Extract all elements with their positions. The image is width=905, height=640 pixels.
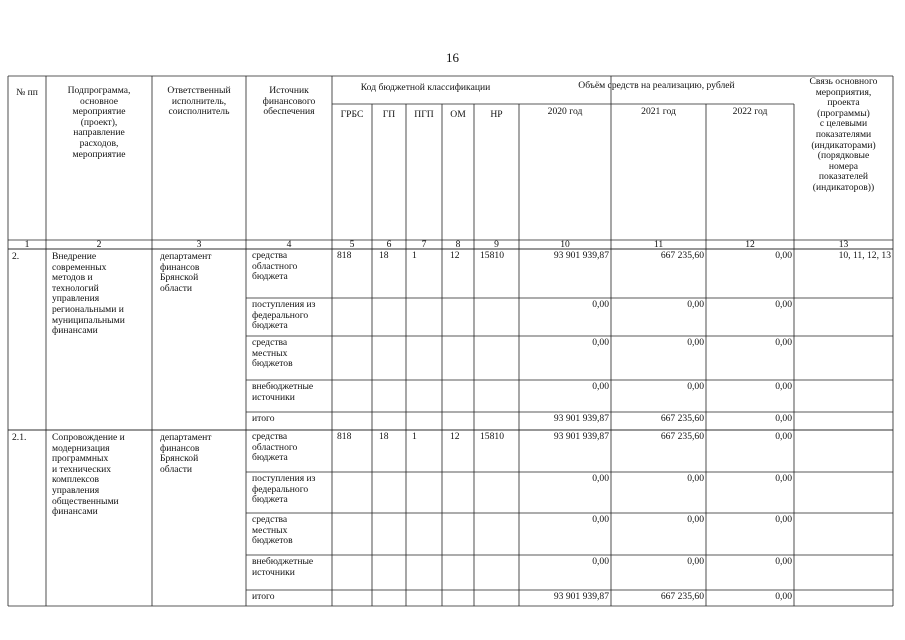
measure-name: комплексов <box>52 474 100 486</box>
amount-2020: 0,00 <box>592 337 609 348</box>
funding-source: местных <box>252 524 288 536</box>
header-budget-col: ГП <box>382 109 396 120</box>
measure-name: финансами <box>52 325 98 337</box>
amount-2021: 0,00 <box>687 299 704 310</box>
amount-2021: 667 235,60 <box>660 250 704 261</box>
responsible-executor: финансов <box>160 261 200 273</box>
measure-name: программных <box>52 453 109 465</box>
amount-2022: 0,00 <box>775 337 792 348</box>
amount-2020: 0,00 <box>592 299 609 310</box>
code-pgp: 1 <box>412 431 417 442</box>
header-responsible: исполнитель, <box>171 95 227 107</box>
header-subprogram: основное <box>79 95 119 107</box>
header-subprogram: мероприятие <box>72 148 126 160</box>
column-number: 9 <box>494 239 499 250</box>
row-number: 2.1. <box>12 432 27 443</box>
amount-2020: 93 901 939,87 <box>553 431 609 442</box>
funding-source: источники <box>252 391 295 403</box>
funding-source: областного <box>252 260 298 272</box>
column-number: 10 <box>560 239 570 250</box>
header-subprogram: Подпрограмма, <box>67 85 131 96</box>
amount-2022: 0,00 <box>775 514 792 525</box>
header-link: показателями <box>815 129 872 140</box>
measure-name: управления <box>52 485 100 496</box>
header-budget-col: ПГП <box>414 109 434 120</box>
header-responsible: соисполнитель <box>168 106 230 118</box>
measure-name: управления <box>52 293 100 305</box>
column-number: 7 <box>421 239 427 250</box>
amount-2021: 667 235,60 <box>660 413 704 424</box>
header-link: (программы) <box>817 107 870 119</box>
funding-source: бюджета <box>252 271 288 283</box>
measure-name: региональными и <box>52 304 124 315</box>
amount-2020: 0,00 <box>592 381 609 392</box>
amount-2022: 0,00 <box>775 556 792 567</box>
measure-name: общественными <box>52 495 119 507</box>
target-indicators: 10, 11, 12, 13 <box>838 250 891 261</box>
measure-name: Сопровождение и <box>52 432 125 443</box>
header-source: обеспечения <box>263 106 315 118</box>
measure-name: технологий <box>52 282 99 294</box>
header-link: мероприятия, <box>815 86 872 98</box>
funding-source: бюджета <box>252 452 288 464</box>
page-number: 16 <box>446 50 459 65</box>
code-nr: 15810 <box>480 250 504 261</box>
amount-2020: 0,00 <box>592 556 609 567</box>
column-number: 1 <box>24 239 30 250</box>
code-grbs: 818 <box>337 250 352 261</box>
funding-source: бюджетов <box>252 358 293 370</box>
code-grbs: 818 <box>337 431 352 442</box>
header-link: Связь основного <box>809 76 878 87</box>
code-pgp: 1 <box>412 250 417 261</box>
funding-source: источники <box>252 566 295 578</box>
header-source: Источник <box>269 85 309 96</box>
header-budget-col: ГРБС <box>340 109 364 120</box>
code-om: 12 <box>450 250 460 261</box>
amount-2021: 0,00 <box>687 473 704 484</box>
amount-2022: 0,00 <box>775 250 792 261</box>
column-number: 4 <box>286 239 292 250</box>
funding-source: местных <box>252 347 288 359</box>
code-nr: 15810 <box>480 431 504 442</box>
row-number: 2. <box>12 251 20 262</box>
funding-source: областного <box>252 441 298 453</box>
amount-2021: 667 235,60 <box>660 591 704 602</box>
column-number: 13 <box>838 239 849 250</box>
code-gp: 18 <box>379 431 389 442</box>
header-source: финансового <box>262 95 316 107</box>
funding-source: бюджетов <box>252 535 293 547</box>
measure-name: Внедрение <box>52 251 97 262</box>
column-number: 8 <box>455 239 461 250</box>
amount-2022: 0,00 <box>775 473 792 484</box>
column-number: 3 <box>196 239 202 250</box>
funding-source: итого <box>252 591 275 602</box>
header-link: номера <box>828 160 859 172</box>
responsible-executor: департамент <box>160 251 212 262</box>
amount-2021: 0,00 <box>687 556 704 567</box>
header-budget-code: Код бюджетной классификации <box>360 82 491 93</box>
amount-2020: 93 901 939,87 <box>553 413 609 424</box>
header-subprogram: расходов, <box>79 138 119 149</box>
funding-source: итого <box>252 413 275 424</box>
column-number: 6 <box>386 239 392 250</box>
responsible-executor: области <box>160 463 193 475</box>
responsible-executor: Брянской <box>160 272 199 284</box>
amount-2022: 0,00 <box>775 413 792 424</box>
amount-2022: 0,00 <box>775 299 792 310</box>
header-year: 2021 год <box>641 106 676 117</box>
header-budget-col: ОМ <box>450 109 466 120</box>
responsible-executor: области <box>160 282 193 294</box>
amount-2020: 93 901 939,87 <box>553 591 609 602</box>
header-number: № пп <box>16 87 38 98</box>
measure-name: финансами <box>52 506 98 518</box>
funding-source: средства <box>252 514 288 525</box>
header-link: (индикаторами) <box>811 139 876 151</box>
header-link: проекта <box>827 97 860 109</box>
funding-source: бюджета <box>252 320 288 332</box>
amount-2021: 0,00 <box>687 337 704 348</box>
header-link: показателей <box>818 171 869 183</box>
funding-source: поступления из <box>252 299 316 310</box>
amount-2021: 667 235,60 <box>660 431 704 442</box>
funding-source: средства <box>252 337 288 348</box>
responsible-executor: департамент <box>160 432 212 443</box>
header-year: 2022 год <box>732 106 768 117</box>
header-budget-col: НР <box>490 109 503 120</box>
column-number: 5 <box>349 239 355 250</box>
amount-2020: 0,00 <box>592 514 609 525</box>
code-gp: 18 <box>379 250 389 261</box>
funding-source: внебюджетные <box>252 381 314 392</box>
amount-2021: 0,00 <box>687 381 704 392</box>
amount-2022: 0,00 <box>775 381 792 392</box>
funding-source: средства <box>252 431 288 442</box>
header-link: (порядковые <box>817 150 870 162</box>
header-volume: Объём средств на реализацию, рублей <box>578 80 735 91</box>
responsible-executor: Брянской <box>160 453 199 465</box>
amount-2022: 0,00 <box>775 431 792 442</box>
amount-2022: 0,00 <box>775 591 792 602</box>
measure-name: методов и <box>52 272 93 284</box>
header-subprogram: мероприятие <box>72 106 126 118</box>
column-number: 11 <box>653 239 664 250</box>
measure-name: муниципальными <box>52 314 125 326</box>
header-year: 2020 год <box>547 106 583 117</box>
header-responsible: Ответственный <box>167 85 231 96</box>
code-om: 12 <box>450 431 460 442</box>
funding-source: внебюджетные <box>252 556 314 567</box>
header-subprogram: направление <box>73 127 125 139</box>
amount-2020: 0,00 <box>592 473 609 484</box>
measure-name: модернизация <box>52 442 110 454</box>
funding-source: бюджета <box>252 494 288 506</box>
responsible-executor: финансов <box>160 442 200 454</box>
funding-source: поступления из <box>252 473 316 484</box>
header-subprogram: (проект), <box>80 116 118 128</box>
column-number: 2 <box>96 239 102 250</box>
funding-source: средства <box>252 250 288 261</box>
amount-2021: 0,00 <box>687 514 704 525</box>
column-number: 12 <box>745 239 755 250</box>
funding-source: федерального <box>252 483 309 495</box>
measure-name: и технических <box>52 463 112 475</box>
header-link: с целевыми <box>819 118 868 130</box>
funding-source: федерального <box>252 309 309 321</box>
header-link: (индикаторов)) <box>812 182 875 193</box>
measure-name: современных <box>52 261 107 273</box>
amount-2020: 93 901 939,87 <box>553 250 609 261</box>
